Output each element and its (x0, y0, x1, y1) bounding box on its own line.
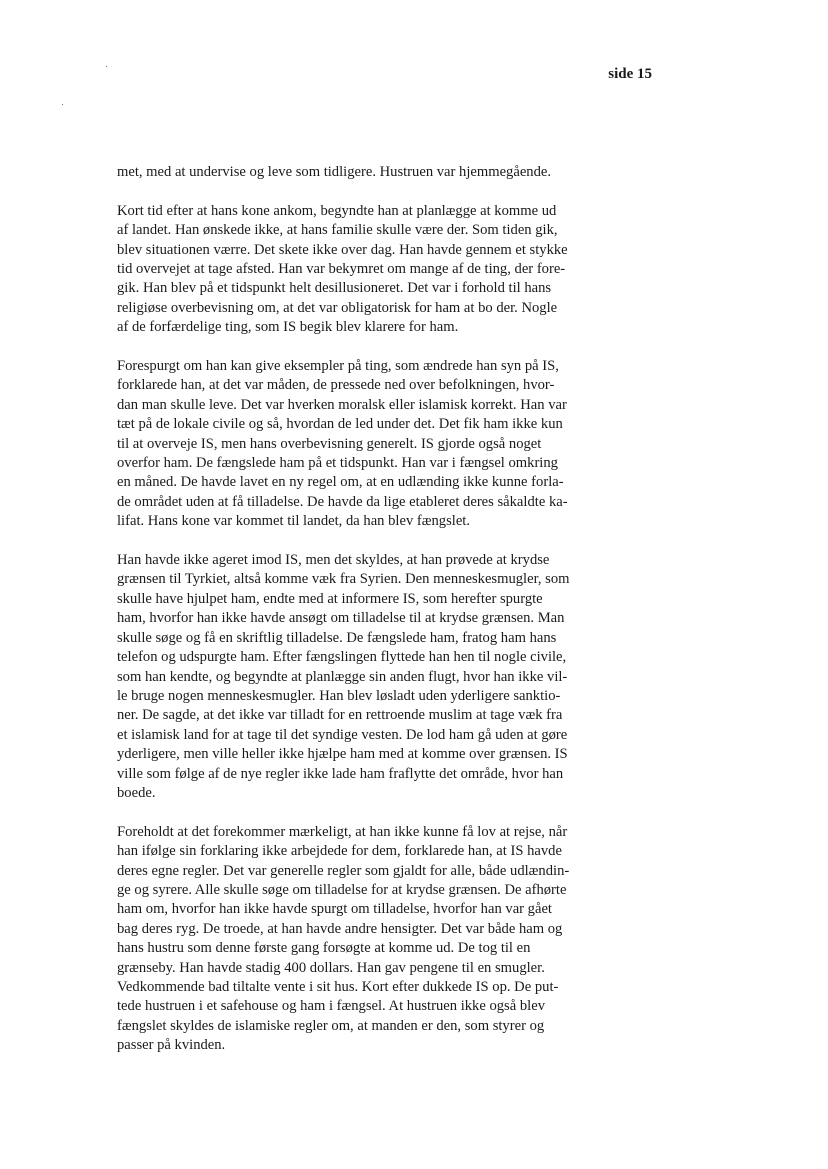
text-line: met, med at undervise og leve som tidligere. Hustruen var hjemmegående. (117, 164, 552, 180)
text-line: tid overvejet at tage afsted. Han var bekymret om mange af de ting, der fore- (117, 261, 566, 278)
text-line: ville som følge af de nye regler ikke lade ham fraflytte det område, hvor han (117, 765, 564, 782)
text-line: Vedkommende bad tiltalte vente i sit hus. Kort efter dukkede IS op. De put- (117, 979, 559, 995)
text-line: han ifølge sin forklaring ikke arbejdede for dem, forklarede han, at IS havde (117, 843, 562, 860)
text-line: fængslet skyldes de islamiske regler om, at manden er den, som styrer og (117, 1017, 545, 1034)
text-line: boede. (117, 784, 156, 801)
text-line: telefon og udspurgte ham. Efter fængslingen flyttede han hen til nogle civile, (117, 649, 567, 666)
text-line: le bruge nogen menneskesmugler. Han blev løsladt uden yderligere sanktio- (117, 687, 561, 704)
paragraph (117, 163, 607, 182)
text-line: tæt på de lokale civile og så, hvordan de led under det. Det fik ham ikke kun (117, 416, 563, 433)
text-line: Forespurgt om han kan give eksempler på ting, som ændrede han syn på IS, (117, 358, 559, 375)
text-line: lifat. Hans kone var kommet til landet, da han blev fængslet. (117, 513, 471, 530)
text-line: ham om, hvorfor han ikke havde spurgt om tilladelse, hvorfor han var gået (117, 901, 552, 918)
text-line: ner. De sagde, at det ikke var tilladt for en rettroende muslim at tage væk fra (117, 707, 563, 724)
text-line: dan man skulle leve. Det var hverken moralsk eller islamisk korrekt. Han var (117, 396, 567, 413)
text-line: deres egne regler. Det var generelle regler som gjaldt for alle, både udlændin- (117, 862, 570, 879)
scan-speck (106, 66, 107, 67)
text-line: en måned. De havde lavet en ny regel om, at en udlænding ikke kunne forla- (117, 474, 564, 491)
text-line: yderligere, men ville heller ikke hjælpe ham med at komme over grænsen. IS (117, 746, 568, 763)
text-line: hans hustru som denne første gang forsøgte at komme ud. De tog til en (117, 940, 531, 957)
body-text (117, 163, 607, 1075)
text-line: ge og syrere. Alle skulle søge om tilladelse for at krydse grænsen. De afhørte (117, 881, 567, 898)
text-line: af de forfærdelige ting, som IS begik blev klarere for ham. (117, 319, 459, 336)
text-line: bag deres ryg. De troede, at han havde andre hensigter. Det var både ham og (117, 920, 563, 937)
paragraph (117, 551, 607, 803)
scan-speck (62, 104, 63, 105)
text-line: et islamisk land for at tage til det syndige vesten. De lod ham gå uden at gøre (117, 726, 568, 743)
text-line: Foreholdt at det forekommer mærkeligt, at han ikke kunne få lov at rejse, når (117, 823, 568, 840)
text-line: religiøse overbevisning om, at det var obligatorisk for ham at bo der. Nogle (117, 299, 558, 316)
text-line: Kort tid efter at hans kone ankom, begyndte han at planlægge at komme ud (117, 202, 557, 219)
text-line: grænsen til Tyrkiet, altså komme væk fra Syrien. Den menneskesmugler, som (117, 571, 570, 588)
paragraph (117, 357, 607, 532)
text-line: ham, hvorfor han ikke havde ansøgt om tilladelse til at krydse grænsen. Man (117, 610, 565, 627)
text-line: som han kendte, og begyndte at planlægge sin anden flugt, hvor han ikke vil- (117, 668, 568, 685)
text-line: tede hustruen i et safehouse og ham i fængsel. At hustruen ikke også blev (117, 998, 545, 1015)
text-line: Han havde ikke ageret imod IS, men det skyldes, at han prøvede at krydse (117, 552, 550, 569)
text-line: passer på kvinden. (117, 1037, 226, 1054)
text-line: af landet. Han ønskede ikke, at hans familie skulle være der. Som tiden gik, (117, 222, 558, 239)
text-line: gik. Han blev på et tidspunkt helt desillusioneret. Det var i forhold til hans (117, 280, 552, 297)
text-line: blev situationen værre. Det skete ikke over dag. Han havde gennem et stykke (117, 241, 568, 258)
text-line: skulle søge og få en skriftlig tilladelse. De fængslede ham, fratog ham hans (117, 629, 557, 646)
text-line: forklarede han, at det var måden, de pressede ned over befolkningen, hvor- (117, 377, 555, 394)
text-line: skulle have hjulpet ham, endte med at informere IS, som herefter spurgte (117, 590, 543, 607)
paragraph (117, 823, 607, 1056)
text-line: grænseby. Han havde stadig 400 dollars. Han gav pengene til en smugler. (117, 959, 545, 976)
text-line: overfor ham. De fængslede ham på et tidspunkt. Han var i fængsel omkring (117, 455, 558, 472)
text-line: til at overveje IS, men hans overbevisning generelt. IS gjorde også noget (117, 435, 542, 452)
paragraph (117, 202, 607, 338)
page-number: side 15 (608, 66, 652, 82)
text-line: de området uden at få tilladelse. De havde da lige etableret deres såkaldte ka- (117, 493, 568, 510)
